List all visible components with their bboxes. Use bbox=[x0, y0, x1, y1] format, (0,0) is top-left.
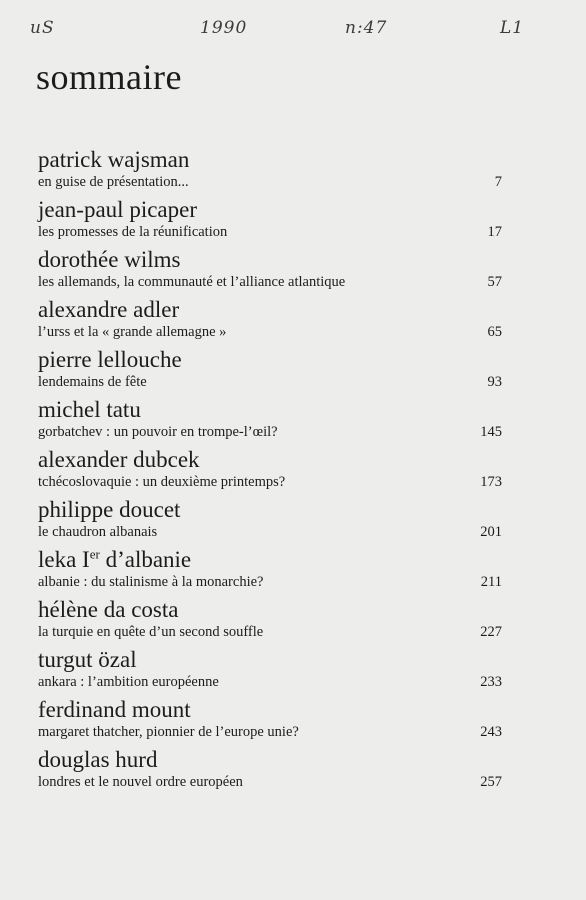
page-number: 65 bbox=[487, 324, 502, 340]
page-number: 227 bbox=[480, 624, 502, 640]
author-name: douglas hurd bbox=[38, 747, 158, 772]
toc-entry bbox=[38, 447, 502, 497]
handwritten-year: 1990 bbox=[200, 18, 248, 38]
toc-entry bbox=[38, 547, 502, 597]
author-name: jean-paul picaper bbox=[38, 197, 197, 222]
toc-entry bbox=[38, 147, 502, 197]
author-name: turgut özal bbox=[38, 647, 137, 672]
article-title: margaret thatcher, pionnier de l’europe unie? bbox=[38, 724, 299, 740]
handwritten-note: uS bbox=[30, 18, 55, 38]
article-title: londres et le nouvel ordre européen bbox=[38, 774, 243, 790]
toc-entry bbox=[38, 197, 502, 247]
article-title: l’urss et la « grande allemagne » bbox=[38, 324, 227, 340]
author-name: philippe doucet bbox=[38, 497, 181, 522]
article-title: albanie : du stalinisme à la monarchie? bbox=[38, 574, 264, 590]
toc-entry bbox=[38, 697, 502, 747]
page-title: sommaire bbox=[36, 57, 182, 97]
handwritten-issue-number: n:47 bbox=[345, 18, 388, 38]
toc-entry bbox=[38, 647, 502, 697]
article-title: le chaudron albanais bbox=[38, 524, 158, 540]
author-name-rest: d’albanie bbox=[99, 547, 192, 572]
ordinal-superscript: er bbox=[89, 546, 100, 562]
page-number: 211 bbox=[480, 574, 502, 590]
handwritten-code: L1 bbox=[500, 18, 525, 38]
toc-entry bbox=[38, 347, 502, 397]
toc-entry bbox=[38, 297, 502, 347]
author-name: hélène da costa bbox=[38, 597, 179, 622]
table-of-contents bbox=[38, 147, 502, 797]
page-number: 233 bbox=[480, 674, 502, 690]
author-name: alexander dubcek bbox=[38, 447, 200, 472]
page-number: 7 bbox=[494, 174, 502, 190]
author-name: alexandre adler bbox=[38, 297, 180, 322]
article-title: lendemains de fête bbox=[38, 374, 147, 390]
toc-entry bbox=[38, 597, 502, 647]
toc-entry bbox=[38, 497, 502, 547]
article-title: gorbatchev : un pouvoir en trompe-l’œil? bbox=[38, 424, 278, 440]
page-number: 257 bbox=[480, 774, 502, 790]
author-name: michel tatu bbox=[38, 397, 141, 422]
toc-entry bbox=[38, 397, 502, 447]
article-title: ankara : l’ambition européenne bbox=[38, 674, 219, 690]
page-number: 173 bbox=[480, 474, 502, 490]
page-number: 243 bbox=[480, 724, 502, 740]
toc-entry bbox=[38, 247, 502, 297]
author-name: pierre lellouche bbox=[38, 347, 182, 372]
author-name-main: leka I bbox=[38, 547, 90, 572]
article-title: les allemands, la communauté et l’alliance atlantique bbox=[38, 274, 346, 290]
author-name bbox=[38, 547, 502, 573]
page-number: 57 bbox=[487, 274, 502, 290]
page-number: 93 bbox=[487, 374, 502, 390]
author-name: ferdinand mount bbox=[38, 697, 191, 722]
article-title: la turquie en quête d’un second souffle bbox=[38, 624, 264, 640]
author-name: dorothée wilms bbox=[38, 247, 181, 272]
article-title: en guise de présentation... bbox=[38, 174, 189, 190]
page-number: 145 bbox=[480, 424, 502, 440]
toc-entry bbox=[38, 747, 502, 797]
author-name: patrick wajsman bbox=[38, 147, 190, 172]
article-title: les promesses de la réunification bbox=[38, 224, 228, 240]
page-number: 17 bbox=[487, 224, 502, 240]
page-number: 201 bbox=[480, 524, 502, 540]
article-title: tchécoslovaquie : un deuxième printemps? bbox=[38, 474, 286, 490]
